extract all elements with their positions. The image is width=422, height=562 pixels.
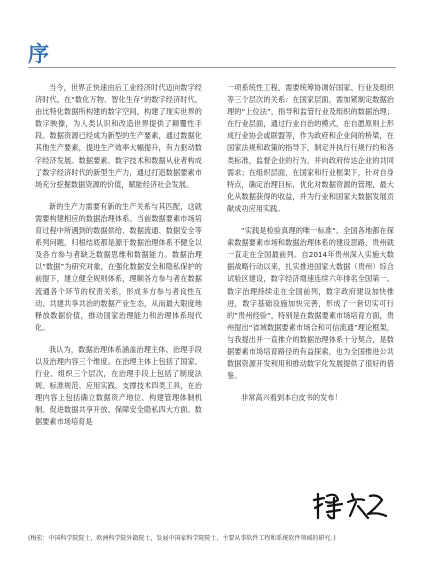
title-divider: [28, 67, 396, 68]
paragraph-5: “实践是检验真理的唯一标准”。全国各地都在探索数据要素市场和数据治理体系的建设思路，贵州就一直走在全国最前列。自2014年贵州深入实施大数据战略行动以来，扎实推进国家大数据（贵州）综合试验区建设，数字经济增速连续六年排名全国第一。数字治理持续走在全国前列，数字政府建设加快推进，数字基础设施加快完善，形成了一套切实可行的“贵州经验”，特别是在数据要素市场培育方面，贵州提出“省域数据要素市场合和可信流通”理论框架，与我提出并一直推介的数据治理体系十分契合，是数据要素市场培育路径的有益探索，也为全国推进公共数据资源开发利用和推动数字化发展提供了很好的借鉴。: [227, 226, 394, 381]
closing-line: 非常高兴看到本白皮书的发布！: [241, 393, 342, 403]
paragraph-1: 当今，世界正快速由后工业经济时代迈向数字经济时代。在“数化万物、智化生存”的数字经济时代，由比特化数据所构建的数字空间，构建了现实世界的数字映像，为人类认识和改造世界提供了颠覆性手段。数据资源已经成为新型的生产要素，通过数据化其他生产要素，提进生产效率大幅提升，有力驱动数字经济发展。数据要素、数字技术和数据从业者构成了数字经济时代的新型生产力，通过打造数据要素市场充分挖掘数据资源的价值，赋能经济社会发展。: [35, 83, 202, 189]
paragraph-4: 一项系统性工程，需要统筹协调好国家、行业及组织等三个层次的关系：在国家层面，需加紧制定数据治理的“上位法”，指导和监管行业及组织的数据治理；在行业层面，通过行业自治的模式，在自愿原则上形成行业协会或联盟等，作为政府和企业间的桥梁，在国家法规和政策的指导下，制定并执行行规行约和各类标准，监督企业的行为，并向政府传达企业的共同需求；在组织层面，在国家和行业框架下，针对自身特点，确定治理目标，优化对数据资源的管理，最大化从数据获得的收益，并为行业和国家大数据发展贡献成功应用实践。: [227, 83, 394, 213]
signature-icon: [312, 488, 388, 522]
left-column: [35, 82, 202, 439]
page-title: 序: [28, 42, 50, 66]
paragraph-3: 我认为，数据治理体系涵盖治理主体、治理手段以及治理内容三个维度。在治理主体上包括了国家、行业、组织三个层次，在治理手段上包括了制度法规、标准规范、应用实践、支撑技术四类工具，在治理内容上包括确立数据资产地位、构建管理体制机制、促进数据共享开放、保障安全隐私四大方面。数据要素市场培育是: [35, 344, 202, 427]
paragraph-2: 新的生产力需要有新的生产关系与其匹配，这就需要构建相应的数据治理体系。当前数据要素市场培育过程中所遇到的数据供给、数据流通、数据安全等系列问题，归根结底都是源于数据治理体系不健全以及各方参与者缺乏数据思维和数据能力。数据治理以“数据”为研究对象，在强化数据安全和隐私保护的前提下，建立健全规则体系，理顺各方参与者在数据流通各个环节的权责关系，形成多方参与者良性互动、共建共享共治的数据产业生态，从而最大限度地释放数据价值，推动国家治理能力和治理体系现代化。: [35, 201, 202, 332]
right-column: [227, 82, 394, 414]
author-footnote: (梅宏：中国科学院院士，欧洲科学院外籍院士，发展中国家科学院院士，主要从事软件工程和系统软件领域的研究。): [28, 535, 336, 542]
